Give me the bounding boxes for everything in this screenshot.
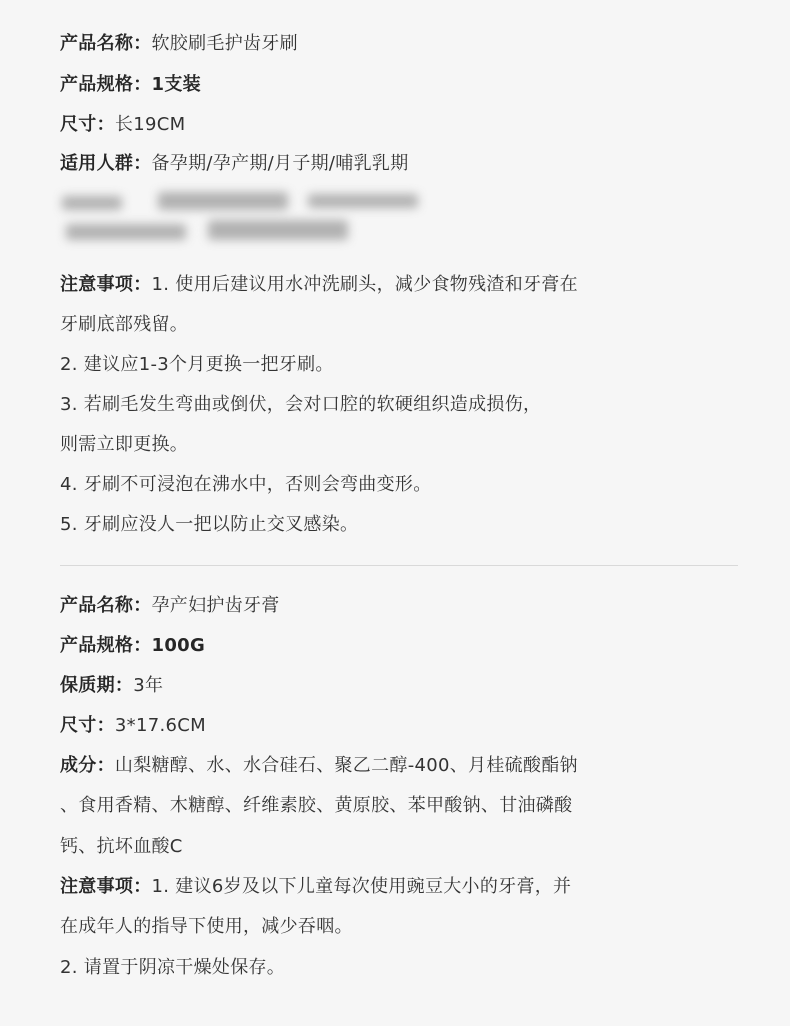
toothpaste-note-line: 2. 请置于阴凉干燥处保存。 (60, 957, 286, 978)
toothpaste-name-row (60, 593, 280, 619)
toothpaste-ingredients-line: 、食用香精、木糖醇、纤维素胶、黄原胶、苯甲酸钠、甘油磷酸 (60, 795, 573, 816)
toothbrush-spec-label: 产品规格： (60, 74, 152, 95)
toothbrush-audience-value: 备孕期/孕产期/月子期/哺乳乳期 (151, 153, 409, 174)
toothbrush-note-line: 2. 建议应1-3个月更换一把牙刷。 (60, 354, 334, 375)
toothpaste-shelf-row (60, 673, 163, 699)
toothbrush-note-line: 5. 牙刷应没人一把以防止交叉感染。 (60, 514, 359, 535)
toothbrush-spec-value: 1支装 (151, 74, 201, 95)
toothbrush-audience-label: 适用人群： (60, 153, 152, 174)
blurred-redacted-text (58, 188, 438, 250)
toothbrush-note-line: 1. 使用后建议用水冲洗刷头，减少食物残渣和牙膏在 (151, 274, 578, 295)
toothbrush-size-value: 长19CM (114, 114, 186, 135)
toothpaste-note-line: 1. 建议6岁及以下儿童每次使用豌豆大小的牙膏，并 (151, 876, 572, 897)
toothpaste-size-label: 尺寸： (60, 715, 115, 736)
toothbrush-note-line: 则需立即更换。 (60, 434, 189, 455)
toothpaste-ingredients-line: 钙、抗坏血酸C (60, 836, 183, 857)
toothpaste-spec-row (60, 633, 205, 659)
toothbrush-notes-row-1 (60, 272, 578, 298)
toothpaste-spec-label: 产品规格： (60, 635, 152, 656)
toothpaste-spec-value: 100G (151, 635, 206, 656)
toothpaste-size-value: 3*17.6CM (114, 715, 206, 736)
toothpaste-ingredients-line: 山梨糖醇、水、水合硅石、聚乙二醇-400、月桂硫酸酯钠 (114, 755, 578, 776)
toothpaste-notes-row-1 (60, 874, 571, 900)
toothbrush-name-value: 软胶刷毛护齿牙刷 (151, 33, 298, 54)
toothpaste-name-label: 产品名称： (60, 595, 152, 616)
toothpaste-notes-label: 注意事项： (60, 876, 152, 897)
toothpaste-name-value: 孕产妇护齿牙膏 (151, 595, 280, 616)
toothbrush-audience-row (60, 151, 409, 177)
toothpaste-ingredients-label: 成分： (60, 755, 115, 776)
section-divider (60, 565, 738, 566)
toothbrush-name-row (60, 31, 298, 57)
toothpaste-shelf-label: 保质期： (60, 675, 134, 696)
toothpaste-shelf-value: 3年 (133, 675, 164, 696)
toothpaste-size-row (60, 713, 206, 739)
toothbrush-name-label: 产品名称： (60, 33, 152, 54)
toothbrush-spec-row (60, 72, 201, 98)
toothbrush-size-label: 尺寸： (60, 114, 115, 135)
toothpaste-note-line: 在成年人的指导下使用，减少吞咽。 (60, 916, 353, 937)
toothbrush-note-line: 3. 若刷毛发生弯曲或倒伏，会对口腔的软硬组织造成损伤， (60, 394, 542, 415)
toothpaste-ingredients-row-1 (60, 753, 578, 779)
toothbrush-size-row (60, 112, 185, 138)
toothbrush-note-line: 牙刷底部残留。 (60, 314, 189, 335)
toothbrush-notes-label: 注意事项： (60, 274, 152, 295)
toothbrush-note-line: 4. 牙刷不可浸泡在沸水中，否则会弯曲变形。 (60, 474, 432, 495)
